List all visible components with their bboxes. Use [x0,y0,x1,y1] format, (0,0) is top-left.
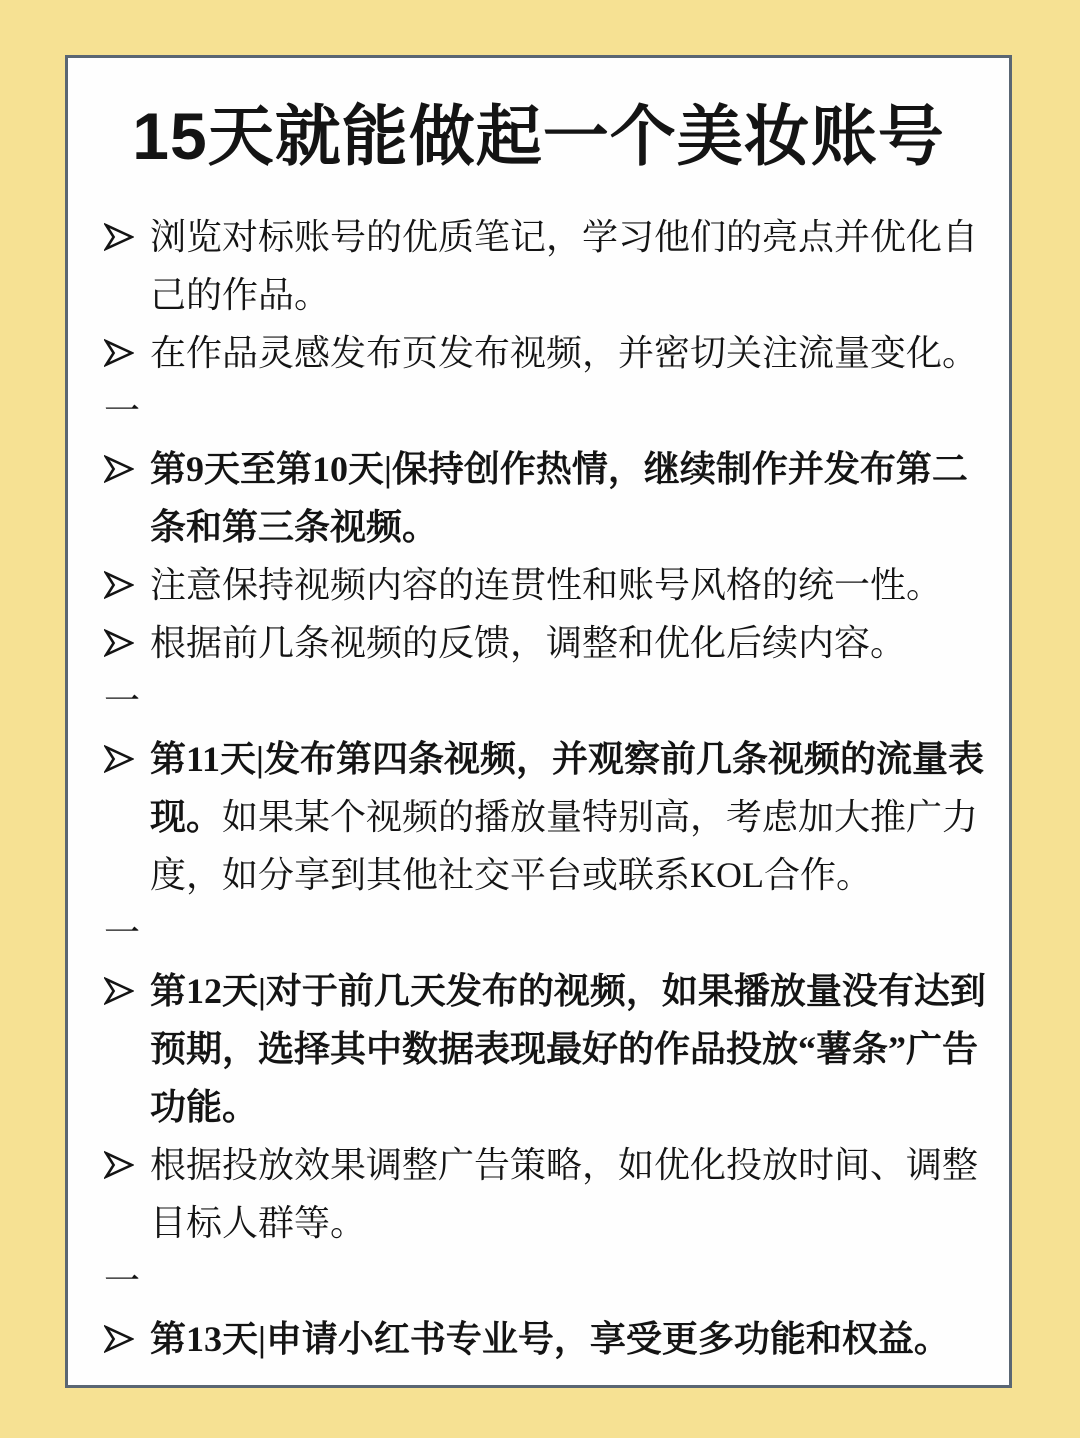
list-item [104,556,993,614]
list-item-text: 第9天至第10天|保持创作热情，继续制作并发布第二条和第三条视频。 [150,449,968,547]
section-divider [104,1252,993,1310]
arrowhead-bullet-icon [104,570,134,600]
list-item [104,1136,993,1252]
section-divider-glyph: 一 [104,391,141,431]
section-divider [104,904,993,962]
list-item-text: 根据投放效果调整广告策略，如优化投放时间、调整目标人群等。 [150,1145,979,1243]
arrowhead-bullet-icon [104,222,134,252]
arrowhead-bullet-icon [104,454,134,484]
note-card [65,55,1012,1388]
arrowhead-bullet-icon [104,976,134,1006]
list-item [104,962,993,1136]
arrowhead-bullet-icon [104,628,134,658]
list-item [104,324,993,382]
list-item-text: 浏览对标账号的优质笔记，学习他们的亮点并优化自己的作品。 [150,217,979,315]
list-item [104,440,993,556]
section-divider [104,672,993,730]
list-item-text: 第12天|对于前几天发布的视频，如果播放量没有达到预期，选择其中数据表现最好的作品投放“薯条”广告功能。 [150,971,986,1127]
content-list [68,208,1009,1368]
list-item-text: 第11天|发布第四条视频，并观察前几条视频的流量表现。 [150,739,984,837]
arrowhead-bullet-icon [104,744,134,774]
section-divider-glyph: 一 [104,681,141,721]
list-item [104,614,993,672]
list-item-text: 如果某个视频的播放量特别高，考虑加大推广力度，如分享到其他社交平台或联系KOL合作。 [150,797,979,895]
list-item [104,730,993,904]
list-item-text: 在作品灵感发布页发布视频，并密切关注流量变化。 [150,333,979,373]
list-item-text: 注意保持视频内容的连贯性和账号风格的统一性。 [150,565,943,605]
list-item-text: 第13天|申请小红书专业号，享受更多功能和权益。 [150,1319,950,1359]
list-item-text: 根据前几条视频的反馈，调整和优化后续内容。 [150,623,907,663]
arrowhead-bullet-icon [104,338,134,368]
arrowhead-bullet-icon [104,1324,134,1354]
list-item [104,208,993,324]
list-item [104,1310,993,1368]
section-divider-glyph: 一 [104,1261,141,1301]
arrowhead-bullet-icon [104,1150,134,1180]
section-divider-glyph: 一 [104,913,141,953]
section-divider [104,382,993,440]
page-title: 15天就能做起一个美妆账号 [132,99,945,173]
